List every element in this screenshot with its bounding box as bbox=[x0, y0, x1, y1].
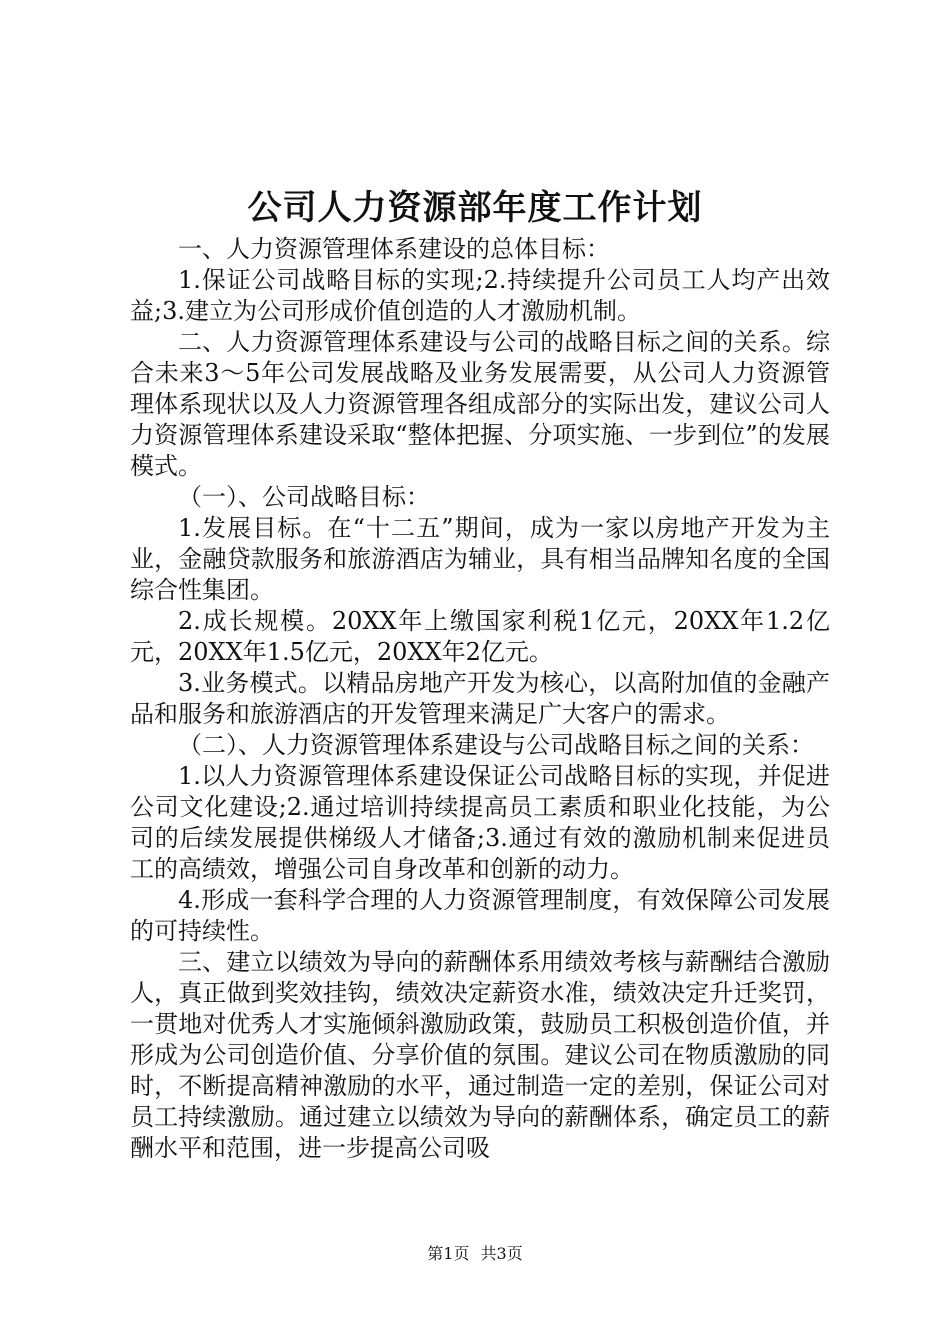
paragraph: 二、人力资源管理体系建设与公司的战略目标之间的关系。综合未来3～5年公司发展战略及业务发展需要，从公司人力资源管理体系现状以及人力资源管理各组成部分的实际出发，建议公司人力资源管理体系建设采取“整体把握、分项实施、一步到位”的发展模式。 bbox=[130, 328, 830, 480]
paragraph: 1.发展目标。在“十二五”期间，成为一家以房地产开发为主业，金融贷款服务和旅游酒店为辅业，具有相当品牌知名度的全国综合性集团。 bbox=[130, 514, 830, 604]
page-total: 共3页 bbox=[480, 1244, 523, 1263]
paragraph: 4.形成一套科学合理的人力资源管理制度，有效保障公司发展的可持续性。 bbox=[130, 886, 830, 945]
page-number: 第1页 bbox=[427, 1244, 470, 1263]
paragraph: （一）、公司战略目标： bbox=[178, 483, 430, 511]
document-body bbox=[130, 234, 830, 1164]
page-footer bbox=[0, 1244, 950, 1264]
paragraph: 一、人力资源管理体系建设的总体目标： bbox=[178, 235, 610, 263]
paragraph: 3.业务模式。以精品房地产开发为核心，以高附加值的金融产品和服务和旅游酒店的开发管理来满足广大客户的需求。 bbox=[130, 669, 830, 728]
paragraph: 三、建立以绩效为导向的薪酬体系用绩效考核与薪酬结合激励人，真正做到奖效挂钩，绩效决定薪资水准，绩效决定升迁奖罚，一贯地对优秀人才实施倾斜激励政策，鼓励员工积极创造价值，并形成为公司创造价值、分享价值的氛围。建议公司在物质激励的同时，不断提高精神激励的水平，通过制造一定的差别，保证公司对员工持续激励。通过建立以绩效为导向的薪酬体系，确定员工的薪酬水平和范围，进一步提高公司吸 bbox=[130, 948, 830, 1162]
paragraph: 1.以人力资源管理体系建设保证公司战略目标的实现，并促进公司文化建设;2.通过培训持续提高员工素质和职业化技能，为公司的后续发展提供梯级人才储备;3.通过有效的激励机制来促进员工的高绩效，增强公司自身改革和创新的动力。 bbox=[130, 762, 830, 883]
document-title: 公司人力资源部年度工作计划 bbox=[247, 188, 703, 228]
paragraph: 2.成长规模。20XX年上缴国家利税1亿元，20XX年1.2亿元，20XX年1.5亿元，20XX年2亿元。 bbox=[130, 607, 830, 666]
paragraph: 1.保证公司战略目标的实现;2.持续提升公司员工人均产出效益;3.建立为公司形成价值创造的人才激励机制。 bbox=[130, 266, 830, 325]
paragraph: （二）、人力资源管理体系建设与公司战略目标之间的关系： bbox=[178, 731, 814, 759]
